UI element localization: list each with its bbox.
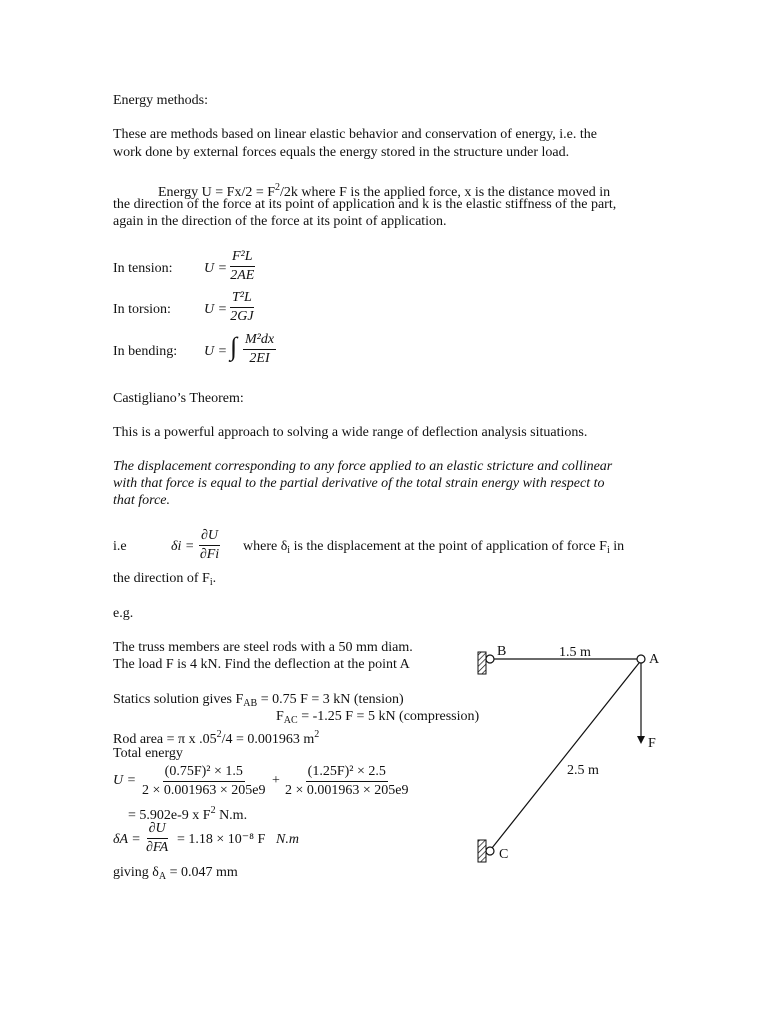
statics-sub-ab: AB: [243, 698, 258, 709]
integral-sign: ∫: [230, 332, 238, 361]
rod-text-a: Rod area = π x .05: [113, 732, 217, 747]
rod-sup-2: 2: [314, 729, 320, 740]
total-energy-label: Total energy: [113, 746, 183, 761]
support-c-wall: [478, 840, 486, 862]
castigliano-description: This is a powerful approach to solving a wide range of deflection analysis situations.: [113, 425, 588, 440]
delta-a-numerator: ∂U: [147, 821, 168, 839]
support-b-wall: [478, 652, 486, 674]
statics-text-a: Statics solution gives F: [113, 692, 244, 707]
intro-line-1: These are methods based on linear elastic behavior and conservation of energy, i.e. the: [113, 127, 597, 142]
partial-denominator: ∂Fi: [199, 547, 220, 562]
partial-fraction: [199, 528, 220, 563]
member-ac: [492, 663, 639, 848]
energy-term-2-denominator: 2 × 0.001963 × 205e9: [285, 783, 409, 798]
where-text-c: in: [609, 539, 625, 554]
where-sub-i-2: i: [606, 545, 610, 556]
label-b: B: [497, 644, 507, 659]
castigliano-heading: Castigliano’s Theorem:: [113, 391, 244, 406]
torsion-u-eq: U =: [204, 302, 228, 317]
direction-sub: i: [209, 577, 213, 588]
bending-u-eq: U =: [204, 344, 228, 359]
tension-u-eq: U =: [204, 261, 228, 276]
fac-text-a: F: [276, 709, 284, 724]
giving-text-a: giving δ: [113, 865, 159, 880]
pin-b: [486, 655, 494, 663]
delta-a-denominator: ∂FA: [146, 840, 169, 855]
energy-result-b: N.m.: [215, 808, 248, 823]
delta-a-lhs: δA =: [113, 832, 141, 847]
fac-sub: AC: [283, 715, 298, 726]
truss-line-2: The load F is 4 kN. Find the deflection at the point A: [113, 657, 410, 672]
direction-line: [113, 570, 216, 591]
joint-a: [637, 655, 645, 663]
torsion-label: In torsion:: [113, 302, 171, 317]
intro-line-2: work done by external forces equals the energy stored in the structure under load.: [113, 145, 570, 160]
bending-fraction: [243, 332, 276, 367]
torsion-fraction: [230, 290, 254, 325]
energy-definition-mid: /2k where F is the applied force, x is the distance moved in: [280, 185, 611, 200]
tension-denominator: 2AE: [230, 268, 255, 283]
eg-label: e.g.: [113, 606, 134, 621]
where-clause: [243, 538, 624, 559]
torsion-numerator: T²L: [230, 290, 254, 308]
length-ab: 1.5 m: [559, 645, 591, 660]
energy-term-1-denominator: 2 × 0.001963 × 205e9: [142, 783, 266, 798]
energy-term-1: [142, 764, 266, 799]
energy-plus: +: [272, 773, 280, 788]
energy-definition-prefix: Energy U = Fx/2 = F: [158, 185, 276, 200]
energy-term-2: [285, 764, 409, 799]
giving-sub: A: [158, 871, 167, 882]
rod-sup: 2: [216, 729, 222, 740]
load-arrow-head-icon: [637, 736, 645, 744]
bending-label: In bending:: [113, 344, 178, 359]
label-f: F: [648, 736, 656, 751]
label-a: A: [649, 652, 660, 667]
statics-text-b: = 0.75 F = 3 kN (tension): [257, 692, 404, 707]
truss-diagram: [470, 640, 690, 870]
page-title: Energy methods:: [113, 93, 209, 108]
length-ac: 2.5 m: [567, 763, 599, 778]
truss-line-1: The truss members are steel rods with a 50 mm diam.: [113, 640, 413, 655]
energy-u-eq: U =: [113, 773, 137, 788]
where-text-a: where δ: [243, 539, 288, 554]
where-text-b: is the displacement at the point of application of force F: [290, 539, 607, 554]
energy-definition-line-3: again in the direction of the force at its point of application.: [113, 214, 447, 229]
theorem-line-3: that force.: [113, 493, 171, 508]
label-c: C: [499, 847, 509, 862]
rod-text-b: /4 = 0.001963 m: [221, 732, 315, 747]
energy-definition-line-2: the direction of the force at its point of application and k is the elastic stiffness of the part,: [113, 197, 617, 212]
fac-text-b: = -1.25 F = 5 kN (compression): [297, 709, 480, 724]
delta-a-rhs: = 1.18 × 10⁻⁸ F: [177, 832, 266, 847]
energy-term-2-numerator: (1.25F)² × 2.5: [306, 764, 388, 782]
bending-denominator: 2EI: [249, 351, 270, 366]
energy-result-sup: 2: [210, 805, 216, 816]
energy-term-1-numerator: (0.75F)² × 1.5: [163, 764, 245, 782]
ie-label: i.e: [113, 539, 127, 554]
delta-a-unit: N.m: [276, 832, 299, 847]
delta-a-fraction: [146, 821, 168, 856]
giving-text-b: = 0.047 mm: [166, 865, 238, 880]
partial-numerator: ∂U: [199, 528, 220, 546]
tension-fraction: [230, 249, 255, 284]
theorem-line-1: The displacement corresponding to any force applied to an elastic stricture and collinear: [113, 459, 613, 474]
pin-c: [486, 847, 494, 855]
delta-i-lhs: δi =: [171, 539, 195, 554]
torsion-denominator: 2GJ: [230, 309, 254, 324]
giving-line: [113, 864, 238, 885]
direction-text-a: the direction of F: [113, 571, 210, 586]
bending-numerator: M²dx: [243, 332, 276, 350]
tension-numerator: F²L: [230, 249, 255, 267]
theorem-line-2: with that force is equal to the partial derivative of the total strain energy with respect to: [113, 476, 605, 491]
energy-definition-sup: 2: [275, 182, 281, 193]
energy-result-a: = 5.902e-9 x F: [128, 808, 211, 823]
direction-text-b: .: [212, 571, 217, 586]
tension-label: In tension:: [113, 261, 173, 276]
where-sub-i: i: [287, 545, 291, 556]
